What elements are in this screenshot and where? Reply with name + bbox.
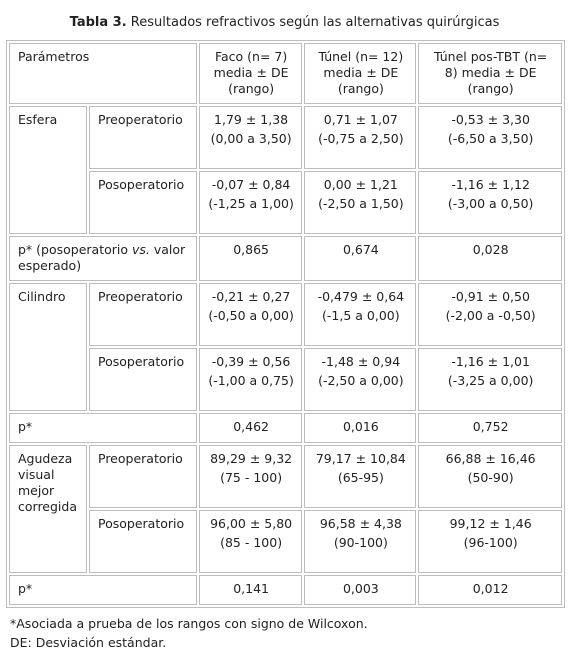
param-cilindro: Cilindro <box>9 283 87 411</box>
cell: -0,53 ± 3,30 (-6,50 a 3,50) <box>418 106 562 169</box>
results-table <box>6 40 565 608</box>
p-value: 0,865 <box>199 236 303 281</box>
cell: -1,16 ± 1,12 (-3,00 a 0,50) <box>418 171 562 234</box>
cell: 1,79 ± 1,38 (0,00 a 3,50) <box>199 106 303 169</box>
table-row <box>9 171 562 234</box>
table-row <box>9 106 562 169</box>
p-value: 0,012 <box>418 575 562 605</box>
cell: -0,479 ± 0,64 (-1,5 a 0,00) <box>304 283 416 346</box>
cell: 96,58 ± 4,38 (90-100) <box>304 510 416 573</box>
param-esfera: Esfera <box>9 106 87 234</box>
p-value: 0,028 <box>418 236 562 281</box>
p-label: p* <box>9 413 197 443</box>
cell: -0,07 ± 0,84 (-1,25 a 1,00) <box>199 171 303 234</box>
table-row <box>9 348 562 411</box>
header-parametros: Parámetros <box>9 43 197 104</box>
table-number: Tabla 3. <box>69 15 127 30</box>
param-agudeza-visual: Agudeza visual mejor corregida <box>9 445 87 573</box>
cell: 0,71 ± 1,07 (-0,75 a 2,50) <box>304 106 416 169</box>
table-title: Resultados refractivos según las alternativas quirúrgicas <box>126 15 500 30</box>
cell: 66,88 ± 16,46 (50-90) <box>418 445 562 508</box>
p-value: 0,141 <box>199 575 303 605</box>
header-faco: Faco (n= 7) media ± DE (rango) <box>199 43 303 104</box>
cell: -1,48 ± 0,94 (-2,50 a 0,00) <box>304 348 416 411</box>
header-tunel: Túnel (n= 12) media ± DE (rango) <box>304 43 416 104</box>
table-caption <box>0 15 569 30</box>
cell: 96,00 ± 5,80 (85 - 100) <box>199 510 303 573</box>
row-label-preoperatorio: Preoperatorio <box>89 283 197 346</box>
cell: -0,91 ± 0,50 (-2,00 a -0,50) <box>418 283 562 346</box>
cell: -0,21 ± 0,27 (-0,50 a 0,00) <box>199 283 303 346</box>
row-label-posoperatorio: Posoperatorio <box>89 348 197 411</box>
table-row <box>9 413 562 443</box>
cell: 79,17 ± 10,84 (65-95) <box>304 445 416 508</box>
cell: 89,29 ± 9,32 (75 - 100) <box>199 445 303 508</box>
table-row <box>9 510 562 573</box>
header-tunel-pos-tbt: Túnel pos-TBT (n= 8) media ± DE (rango) <box>418 43 562 104</box>
header-row <box>9 43 562 104</box>
row-label-preoperatorio: Preoperatorio <box>89 106 197 169</box>
p-value: 0,674 <box>304 236 416 281</box>
p-label: p* <box>9 575 197 605</box>
table-row <box>9 283 562 346</box>
table-row <box>9 236 562 281</box>
cell: 99,12 ± 1,46 (96-100) <box>418 510 562 573</box>
p-value: 0,462 <box>199 413 303 443</box>
table-row <box>9 445 562 508</box>
footnote-wilcoxon: *Asociada a prueba de los rangos con signo de Wilcoxon. <box>10 616 368 631</box>
row-label-posoperatorio: Posoperatorio <box>89 171 197 234</box>
footnote-de: DE: Desviación estándar. <box>10 635 167 650</box>
cell: -0,39 ± 0,56 (-1,00 a 0,75) <box>199 348 303 411</box>
p-value: 0,752 <box>418 413 562 443</box>
row-label-preoperatorio: Preoperatorio <box>89 445 197 508</box>
row-label-posoperatorio: Posoperatorio <box>89 510 197 573</box>
p-label-esfera: p* (posoperatorio vs. valor esperado) <box>9 236 197 281</box>
cell: 0,00 ± 1,21 (-2,50 a 1,50) <box>304 171 416 234</box>
p-value: 0,016 <box>304 413 416 443</box>
table-row <box>9 575 562 605</box>
p-value: 0,003 <box>304 575 416 605</box>
cell: -1,16 ± 1,01 (-3,25 a 0,00) <box>418 348 562 411</box>
